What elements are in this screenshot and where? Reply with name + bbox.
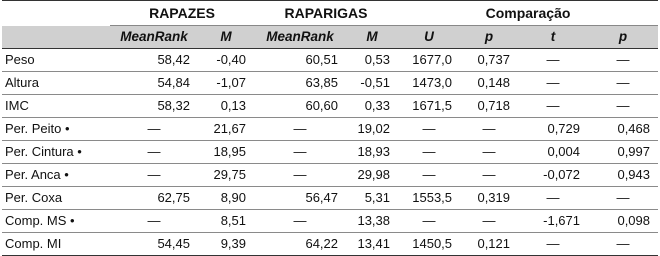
m-raparigas-cell: 0,33 — [364, 98, 391, 113]
p-mannwhitney-cell: 0,148 — [477, 75, 511, 90]
t-value-cell: -1,671 — [543, 213, 581, 228]
subheader-meanrank-raparigas: MeanRank — [254, 26, 346, 49]
t-value-cell: 0,729 — [547, 121, 581, 136]
meanrank-raparigas-cell: 60,60 — [305, 98, 339, 113]
subheader-t: t — [518, 26, 588, 49]
p-mannwhitney-cell: — — [482, 121, 496, 136]
m-rapazes-cell: -0,40 — [216, 52, 247, 67]
subheader-cell — [2, 26, 110, 49]
table-row — [2, 118, 658, 141]
m-raparigas-cell: 18,93 — [357, 144, 391, 159]
p-ttest-cell: — — [616, 75, 630, 90]
subheader-p-ttest: p — [588, 26, 658, 49]
p-mannwhitney-cell: — — [482, 167, 496, 182]
meanrank-rapazes-cell: — — [147, 144, 161, 159]
p-mannwhitney-cell: — — [482, 213, 496, 228]
subheader-m-raparigas: M — [346, 26, 398, 49]
p-mannwhitney-cell: 0,718 — [477, 98, 511, 113]
u-value-cell: 1553,5 — [412, 190, 453, 205]
t-value-cell: — — [546, 52, 560, 67]
meanrank-raparigas-cell: — — [293, 121, 307, 136]
meanrank-rapazes-cell: 58,42 — [157, 52, 190, 67]
table-row — [2, 233, 658, 256]
row-label-cell: Comp. MS • — [5, 213, 75, 228]
m-raparigas-cell: 13,38 — [357, 213, 391, 228]
group-header-raparigas: RAPARIGAS — [254, 1, 398, 26]
m-rapazes-cell: 8,51 — [220, 213, 247, 228]
group-header-rapazes: RAPAZES — [110, 1, 254, 26]
table-body — [2, 49, 658, 256]
u-value-cell: — — [422, 167, 436, 182]
m-rapazes-cell: -1,07 — [216, 75, 247, 90]
row-label-cell: Altura — [5, 75, 39, 90]
table-row — [2, 141, 658, 164]
meanrank-raparigas-cell: 56,47 — [305, 190, 339, 205]
meanrank-raparigas-cell: — — [293, 213, 307, 228]
meanrank-rapazes-cell: — — [147, 167, 161, 182]
meanrank-raparigas-cell: 60,51 — [305, 52, 339, 67]
p-ttest-cell: — — [616, 98, 630, 113]
meanrank-rapazes-cell: 62,75 — [157, 190, 190, 205]
subheader-meanrank-rapazes: MeanRank — [110, 26, 198, 49]
corner-cell — [2, 1, 110, 26]
meanrank-rapazes-cell: — — [147, 121, 161, 136]
m-rapazes-cell: 0,13 — [220, 98, 247, 113]
p-mannwhitney-cell: 0,121 — [477, 236, 511, 251]
statistics-table — [2, 0, 658, 256]
u-value-cell: 1450,5 — [412, 236, 453, 251]
t-value-cell: — — [546, 75, 560, 90]
m-raparigas-cell: 29,98 — [357, 167, 391, 182]
p-ttest-cell: — — [616, 190, 630, 205]
subheader-p-mannwhitney: p — [460, 26, 518, 49]
u-value-cell: — — [422, 213, 436, 228]
row-label-cell: IMC — [5, 98, 29, 113]
row-label-cell: Peso — [5, 52, 35, 67]
table-row — [2, 164, 658, 187]
table-row — [2, 210, 658, 233]
m-rapazes-cell: 8,90 — [220, 190, 247, 205]
meanrank-rapazes-cell: — — [147, 213, 161, 228]
m-rapazes-cell: 29,75 — [213, 167, 247, 182]
m-raparigas-cell: 5,31 — [364, 190, 391, 205]
t-value-cell: — — [546, 98, 560, 113]
subheader-u: U — [398, 26, 460, 49]
p-ttest-cell: 0,098 — [617, 213, 651, 228]
m-rapazes-cell: 9,39 — [220, 236, 247, 251]
row-label-cell: Comp. MI — [5, 236, 62, 251]
m-raparigas-cell: 0,53 — [364, 52, 391, 67]
m-raparigas-cell: -0,51 — [360, 75, 391, 90]
t-value-cell: — — [546, 236, 560, 251]
meanrank-raparigas-cell: 63,85 — [305, 75, 339, 90]
p-ttest-cell: — — [616, 236, 630, 251]
row-label-cell: Per. Coxa — [5, 190, 63, 205]
p-ttest-cell: 0,997 — [617, 144, 651, 159]
t-value-cell: 0,004 — [547, 144, 581, 159]
m-rapazes-cell: 21,67 — [213, 121, 247, 136]
p-ttest-cell: 0,943 — [617, 167, 651, 182]
meanrank-rapazes-cell: 58,32 — [157, 98, 190, 113]
row-label-cell: Per. Cintura • — [5, 144, 82, 159]
m-raparigas-cell: 13,41 — [357, 236, 391, 251]
meanrank-raparigas-cell: 64,22 — [305, 236, 339, 251]
table-row — [2, 187, 658, 210]
table-row — [2, 72, 658, 95]
t-value-cell: — — [546, 190, 560, 205]
p-ttest-cell: 0,468 — [617, 121, 651, 136]
p-ttest-cell: — — [616, 52, 630, 67]
meanrank-raparigas-cell: — — [293, 167, 307, 182]
meanrank-rapazes-cell: 54,84 — [157, 75, 190, 90]
meanrank-raparigas-cell: — — [293, 144, 307, 159]
u-value-cell: — — [422, 144, 436, 159]
u-value-cell: — — [422, 121, 436, 136]
p-mannwhitney-cell: 0,319 — [477, 190, 511, 205]
subheader-m-rapazes: M — [198, 26, 254, 49]
meanrank-rapazes-cell: 54,45 — [157, 236, 190, 251]
m-raparigas-cell: 19,02 — [357, 121, 391, 136]
p-mannwhitney-cell: 0,737 — [477, 52, 511, 67]
u-value-cell: 1677,0 — [412, 52, 453, 67]
group-header-comparacao: Comparação — [398, 1, 658, 26]
row-label-cell: Per. Anca • — [5, 167, 69, 182]
table-row — [2, 49, 658, 72]
p-mannwhitney-cell: — — [482, 144, 496, 159]
table-row — [2, 95, 658, 118]
u-value-cell: 1671,5 — [412, 98, 453, 113]
u-value-cell: 1473,0 — [412, 75, 453, 90]
m-rapazes-cell: 18,95 — [213, 144, 247, 159]
row-label-cell: Per. Peito • — [5, 121, 70, 136]
t-value-cell: -0,072 — [543, 167, 581, 182]
